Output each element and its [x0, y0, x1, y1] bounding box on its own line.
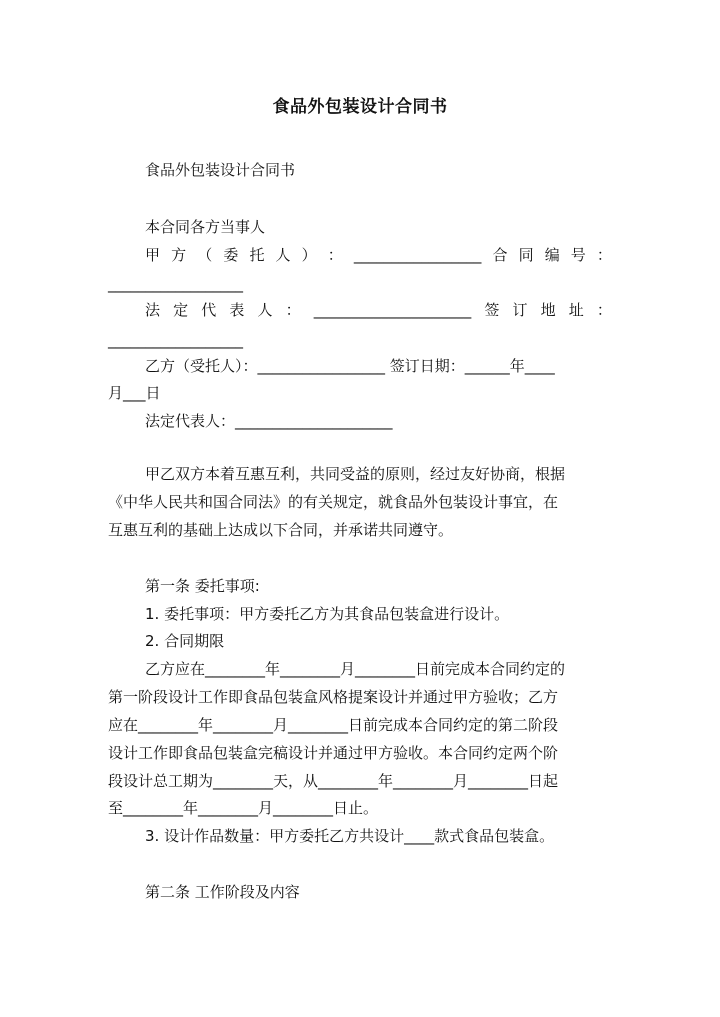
text-segment: ： [596, 246, 612, 264]
text-segment: 方 [171, 246, 187, 264]
article1-item: 2. 合同期限 [145, 632, 225, 650]
term-line: 至________年________月________日止。 [108, 799, 379, 817]
parties-heading: 本合同各方当事人 [145, 218, 266, 236]
text-segment: 合 [492, 246, 508, 264]
text-segment: 址 [568, 301, 584, 319]
page-title: 食品外包装设计合同书 [272, 97, 448, 117]
text-segment: 地 [540, 301, 556, 319]
text-segment: 法 [145, 301, 161, 319]
text-segment: 定 [173, 301, 189, 319]
party-a-line [145, 245, 612, 265]
text-segment: ） [301, 246, 317, 264]
rep-b-line: 法定代表人：_____________________ [145, 412, 393, 430]
blank-field: __________________ [108, 331, 243, 349]
text-segment: 表 [229, 301, 245, 319]
term-line: 段设计总工期为________天，从________年________月________日起 [108, 772, 559, 790]
text-segment: 订 [512, 301, 528, 319]
preamble-line: 《中华人民共和国合同法》的有关规定，就食品外包装设计事宜，在 [108, 493, 559, 511]
preamble-line: 甲乙双方本着互惠互利，共同受益的原则，经过友好协商，根据 [145, 465, 566, 483]
preamble-line: 互惠互利的基础上达成以下合同，并承诺共同遵守。 [108, 521, 454, 539]
text-segment: 代 [201, 301, 217, 319]
text-segment: ： [596, 301, 612, 319]
blank-field: _________________ [353, 246, 482, 264]
text-segment: 同 [518, 246, 534, 264]
text-segment: 委 [223, 246, 239, 264]
text-segment: ： [327, 246, 343, 264]
term-line: 乙方应在________年________月________日前完成本合同约定的 [145, 660, 566, 678]
article1-heading: 第一条 委托事项: [145, 577, 260, 595]
text-segment: ： [285, 301, 301, 319]
term-line: 设计工作即食品包装盒完稿设计并通过甲方验收。本合同约定两个阶 [108, 744, 559, 762]
article1-item: 1. 委托事项：甲方委托乙方为其食品包装盒进行设计。 [145, 605, 510, 623]
blank-field: _____________________ [313, 301, 472, 319]
term-line: 第一阶段设计工作即食品包装盒风格提案设计并通过甲方验收；乙方 [108, 688, 559, 706]
text-segment: 号 [570, 246, 586, 264]
rep-a-line [145, 300, 612, 320]
subtitle: 食品外包装设计合同书 [145, 161, 296, 179]
text-segment: 人 [257, 301, 273, 319]
blank-field: __________________ [108, 275, 243, 293]
text-segment: 编 [544, 246, 560, 264]
article1-item: 3. 设计作品数量：甲方委托乙方共设计____款式食品包装盒。 [145, 827, 555, 845]
text-segment: 人 [275, 246, 291, 264]
party-b-line: 乙方（受托人）：_________________ 签订日期：______年____ [145, 357, 555, 375]
article2-heading: 第二条 工作阶段及内容 [145, 883, 300, 901]
text-segment: （ [197, 246, 213, 264]
party-b-date-end: 月___日 [108, 384, 161, 402]
term-line: 应在________年________月________日前完成本合同约定的第二阶段 [108, 716, 559, 734]
text-segment: 甲 [145, 246, 161, 264]
text-segment: 签 [484, 301, 500, 319]
text-segment: 托 [249, 246, 265, 264]
